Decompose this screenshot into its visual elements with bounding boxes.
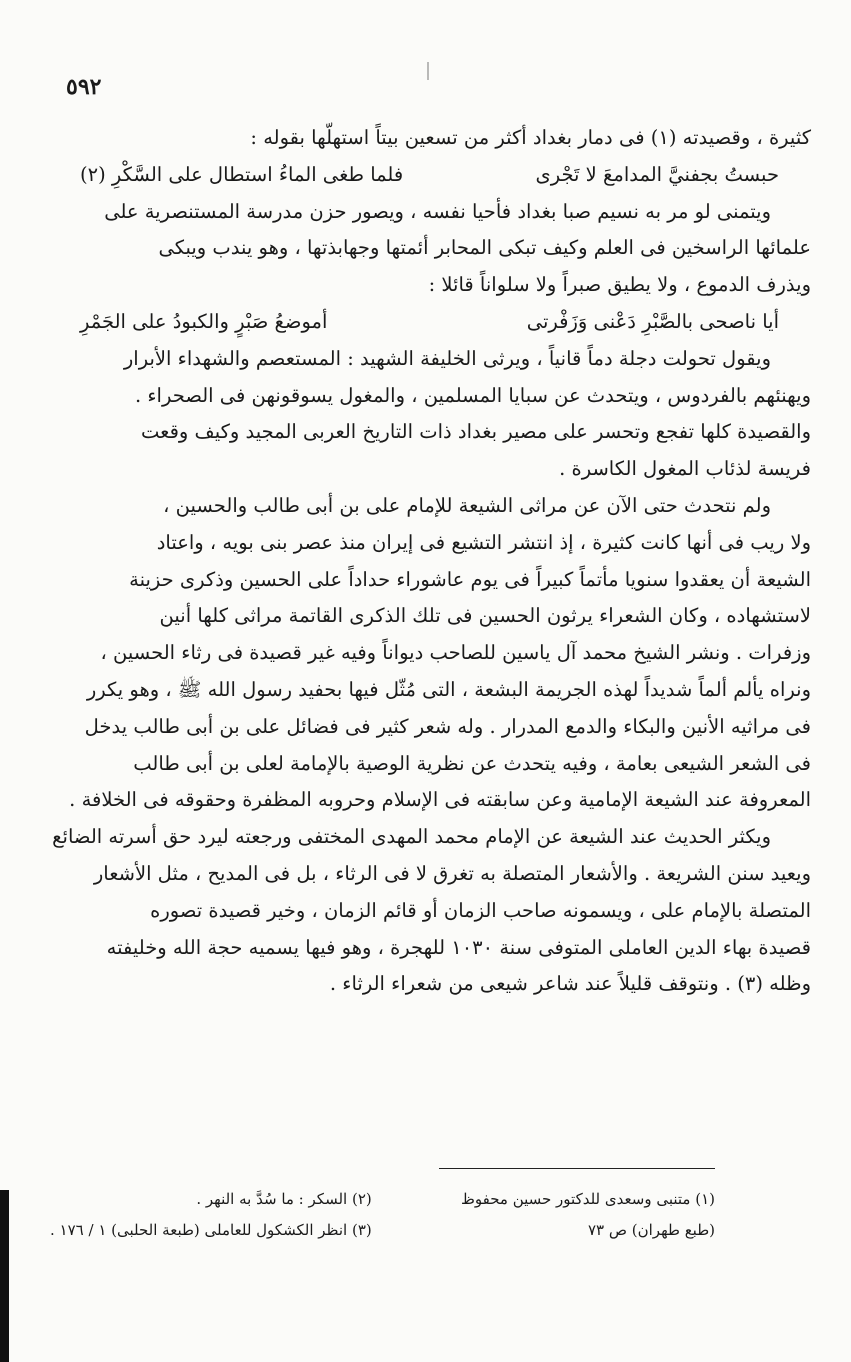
verse-line bbox=[44, 304, 811, 341]
text-line: فى الشعر الشيعى بعامة ، وفيه يتحدث عن نظرية الوصية بالإمامة لعلى بن أبى طالب bbox=[133, 751, 811, 775]
verse-hemistich-second: أموضعُ صَبْرٍ والكبودُ على الجَمْرِ bbox=[80, 309, 328, 333]
footnote-column-right bbox=[461, 1184, 715, 1246]
verse-hemistich-second: فلما طغى الماءُ استطال على السَّكْرِ (٢) bbox=[80, 162, 404, 186]
text-line: لاستشهاده ، وكان الشعراء يرثون الحسين فى تلك الذكرى القاتمة مراثى كلها أنين bbox=[159, 604, 811, 628]
text-line: كثيرة ، وقصيدته (١) فى دمار بغداد أكثر من تسعين بيتاً استهلّها بقوله : bbox=[250, 126, 811, 149]
text-line: المعروفة عند الشيعة الإمامية وعن سابقته فى الإسلام وحروبه المظفرة وحقوقه فى الخلافة . bbox=[69, 788, 811, 812]
scan-speck bbox=[427, 62, 429, 80]
text-line: علمائها الراسخين فى العلم وكيف تبكى المحابر أئمتها وجهابذتها ، وهو يندب ويبكى bbox=[158, 236, 811, 260]
page-number: ٥٩٢ bbox=[66, 74, 102, 100]
text-line: ولم نتحدث حتى الآن عن مراثى الشيعة للإمام على بن أبى طالب والحسين ، bbox=[163, 493, 771, 517]
text-line: ويعيد سنن الشريعة . والأشعار المتصلة به تغرق لا فى الرثاء ، بل فى المديح ، مثل الأشعار bbox=[93, 861, 811, 885]
text-line: وظله (٣) . ونتوقف قليلاً عند شاعر شيعى من شعراء الرثاء . bbox=[329, 972, 811, 996]
main-text bbox=[44, 120, 811, 1003]
text-line: ويكثر الحديث عند الشيعة عن الإمام محمد المهدى المختفى ورجعته ليرد حق أسرته الضائع bbox=[52, 825, 771, 849]
text-line: قصيدة بهاء الدين العاملى المتوفى سنة ١٠٣٠ للهجرة ، وهو فيها يسميه حجة الله وخليفته bbox=[106, 935, 811, 959]
text-line: فى مراثيه الأنين والبكاء والدمع المدرار . وله شعر كثير فى فضائل على بن أبى طالب يدخل bbox=[84, 714, 811, 738]
text-line: فريسة لذئاب المغول الكاسرة . bbox=[559, 457, 811, 481]
text-line: ولا ريب فى أنها كانت كثيرة ، إذ انتشر التشيع فى إيران منذ عصر بنى بويه ، واعتاد bbox=[156, 530, 811, 554]
footnote-2: (٢) السكر : ما سُدَّ به النهر . bbox=[196, 1190, 372, 1208]
verse-hemistich-first: حبستُ بجفنيَّ المدامعَ لا تَجْرى bbox=[535, 162, 779, 186]
text-line: وزفرات . ونشر الشيخ محمد آل ياسين للصاحب ديواناً وفيه غير قصيدة فى رثاء الحسين ، bbox=[100, 641, 811, 665]
scan-edge-shadow bbox=[0, 1190, 9, 1362]
text-line: ويقول تحولت دجلة دماً قانياً ، ويرثى الخليفة الشهيد : المستعصم والشهداء الأبرار bbox=[123, 346, 771, 370]
text-line: ونراه يألم ألماً شديداً لهذه الجريمة البشعة ، التى مُثّل فيها بحفيد رسول الله ﷺ ، وهو يكرر bbox=[86, 677, 811, 701]
text-line: ويتمنى لو مر به نسيم صبا بغداد فأحيا نفسه ، ويصور حزن مدرسة المستنصرية على bbox=[104, 199, 771, 223]
verse-hemistich-first: أيا ناصحى بالصَّبْرِ دَعْنى وَزَفْرتى bbox=[526, 309, 779, 333]
footnote-divider bbox=[439, 1168, 715, 1169]
footnote-1-line-1: (١) متنبى وسعدى للدكتور حسين محفوظ bbox=[461, 1190, 715, 1208]
verse-line bbox=[44, 157, 811, 194]
text-line: ويهنئهم بالفردوس ، ويتحدث عن سبايا المسلمين ، والمغول يسوقونهن فى الصحراء . bbox=[134, 383, 811, 407]
footnote-column-left bbox=[50, 1184, 372, 1246]
text-line: المتصلة بالإمام على ، ويسمونه صاحب الزمان أو قائم الزمان ، وخير قصيدة تصوره bbox=[150, 898, 811, 922]
footnote-1-line-2: (طبع طهران) ص ٧٣ bbox=[587, 1221, 715, 1239]
text-line: والقصيدة كلها تفجع وتحسر على مصير بغداد ذات التاريخ العربى المجيد وكيف وقعت bbox=[141, 420, 811, 444]
text-line: الشيعة أن يعقدوا سنويا مأتماً كبيراً فى يوم عاشوراء حداداً على الحسين وذكرى حزينة bbox=[129, 567, 811, 591]
text-line: ويذرف الدموع ، ولا يطيق صبراً ولا سلواناً قائلا : bbox=[428, 273, 811, 297]
footnote-3: (٣) انظر الكشكول للعاملى (طبعة الحلبى) ١ / ١٧٦ . bbox=[50, 1221, 372, 1239]
footnotes bbox=[50, 1184, 715, 1246]
